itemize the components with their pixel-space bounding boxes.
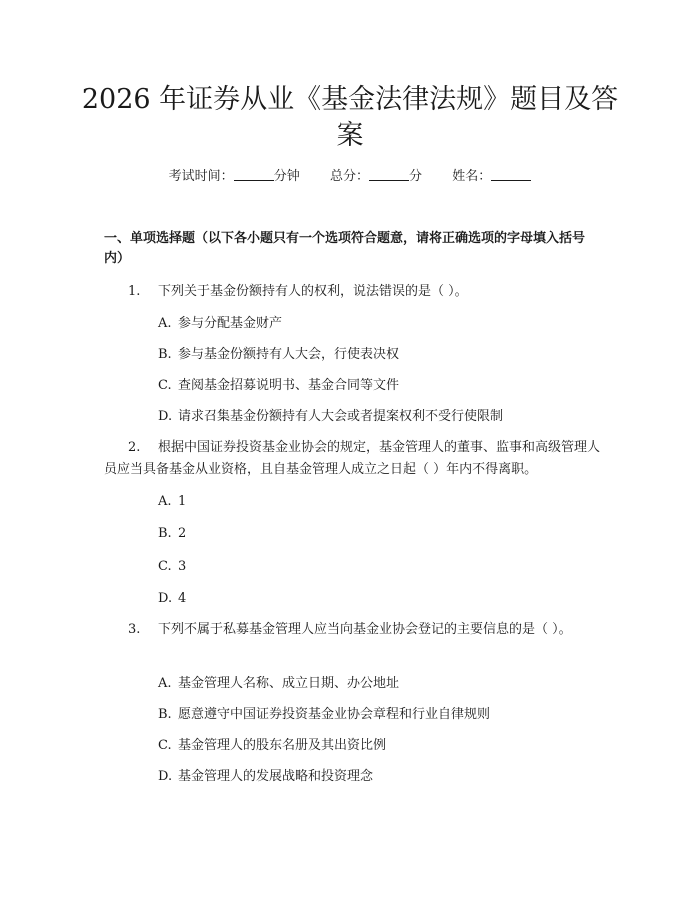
option-letter: A.	[158, 494, 172, 509]
question-3-option-a	[158, 675, 608, 693]
section-heading: 一、单项选择题（以下各小题只有一个选项符合题意，请将正确选项的字母填入括号内）	[104, 231, 586, 266]
option-letter: C.	[158, 738, 172, 753]
question-3-option-c	[158, 737, 608, 755]
question-text: 下列不属于私募基金管理人应当向基金业协会登记的主要信息的是（ ）。	[158, 622, 572, 637]
option-letter: C.	[158, 378, 172, 393]
question-2-option-c	[158, 558, 608, 576]
question-3-option-b	[158, 706, 608, 724]
option-text: 4	[178, 591, 187, 606]
option-text: 参与分配基金财产	[178, 316, 283, 331]
question-1	[104, 281, 604, 303]
option-text: 2	[178, 526, 187, 541]
time-blank	[234, 168, 274, 181]
option-letter: B.	[158, 707, 172, 722]
question-1-option-a	[158, 315, 608, 333]
score-label: 总分：	[329, 169, 369, 184]
question-2-option-a	[158, 493, 608, 511]
option-letter: A.	[158, 316, 172, 331]
question-1-option-d	[158, 408, 608, 426]
question-2	[104, 437, 604, 481]
option-text: 参与基金份额持有人大会，行使表决权	[178, 347, 400, 362]
option-text: 基金管理人的股东名册及其出资比例	[178, 738, 387, 753]
name-blank	[491, 168, 531, 181]
question-number: 2.	[128, 440, 141, 455]
option-letter: D.	[158, 591, 173, 606]
option-text: 基金管理人的发展战略和投资理念	[178, 769, 374, 784]
question-3-option-d	[158, 768, 608, 786]
time-label: 考试时间：	[168, 169, 234, 184]
time-unit: 分钟	[273, 169, 300, 184]
question-3	[104, 619, 604, 641]
option-text: 请求召集基金份额持有人大会或者提案权利不受行使限制	[178, 409, 504, 424]
option-letter: D.	[158, 409, 173, 424]
option-text: 基金管理人名称、成立日期、办公地址	[178, 676, 400, 691]
question-number: 3.	[128, 622, 141, 637]
page-title	[0, 82, 700, 154]
question-text: 下列关于基金份额持有人的权利，说法错误的是（ ）。	[158, 284, 468, 299]
question-number: 1.	[128, 284, 141, 299]
page-title-line-1: 2026 年证券从业《基金法律法规》题目及答	[81, 84, 619, 115]
name-label: 姓名：	[452, 169, 492, 184]
exam-meta	[0, 168, 700, 186]
question-1-option-b	[158, 346, 608, 364]
question-text: 根据中国证券投资基金业协会的规定，基金管理人的董事、监事和高级管理人员应当具备基金从业资格，且自基金管理人成立之日起（ ）年内不得离职。	[104, 440, 601, 477]
option-text: 愿意遵守中国证券投资基金业协会章程和行业自律规则	[178, 707, 491, 722]
option-letter: A.	[158, 676, 172, 691]
option-letter: D.	[158, 769, 173, 784]
option-text: 3	[178, 559, 187, 574]
option-text: 查阅基金招募说明书、基金合同等文件	[178, 378, 400, 393]
option-text: 1	[178, 494, 187, 509]
question-2-option-b	[158, 525, 608, 543]
score-unit: 分	[409, 169, 423, 184]
option-letter: C.	[158, 559, 172, 574]
option-letter: B.	[158, 347, 172, 362]
page-title-line-2: 案	[336, 120, 364, 151]
score-blank	[369, 168, 409, 181]
question-2-option-d	[158, 590, 608, 608]
question-1-option-c	[158, 377, 608, 395]
option-letter: B.	[158, 526, 172, 541]
